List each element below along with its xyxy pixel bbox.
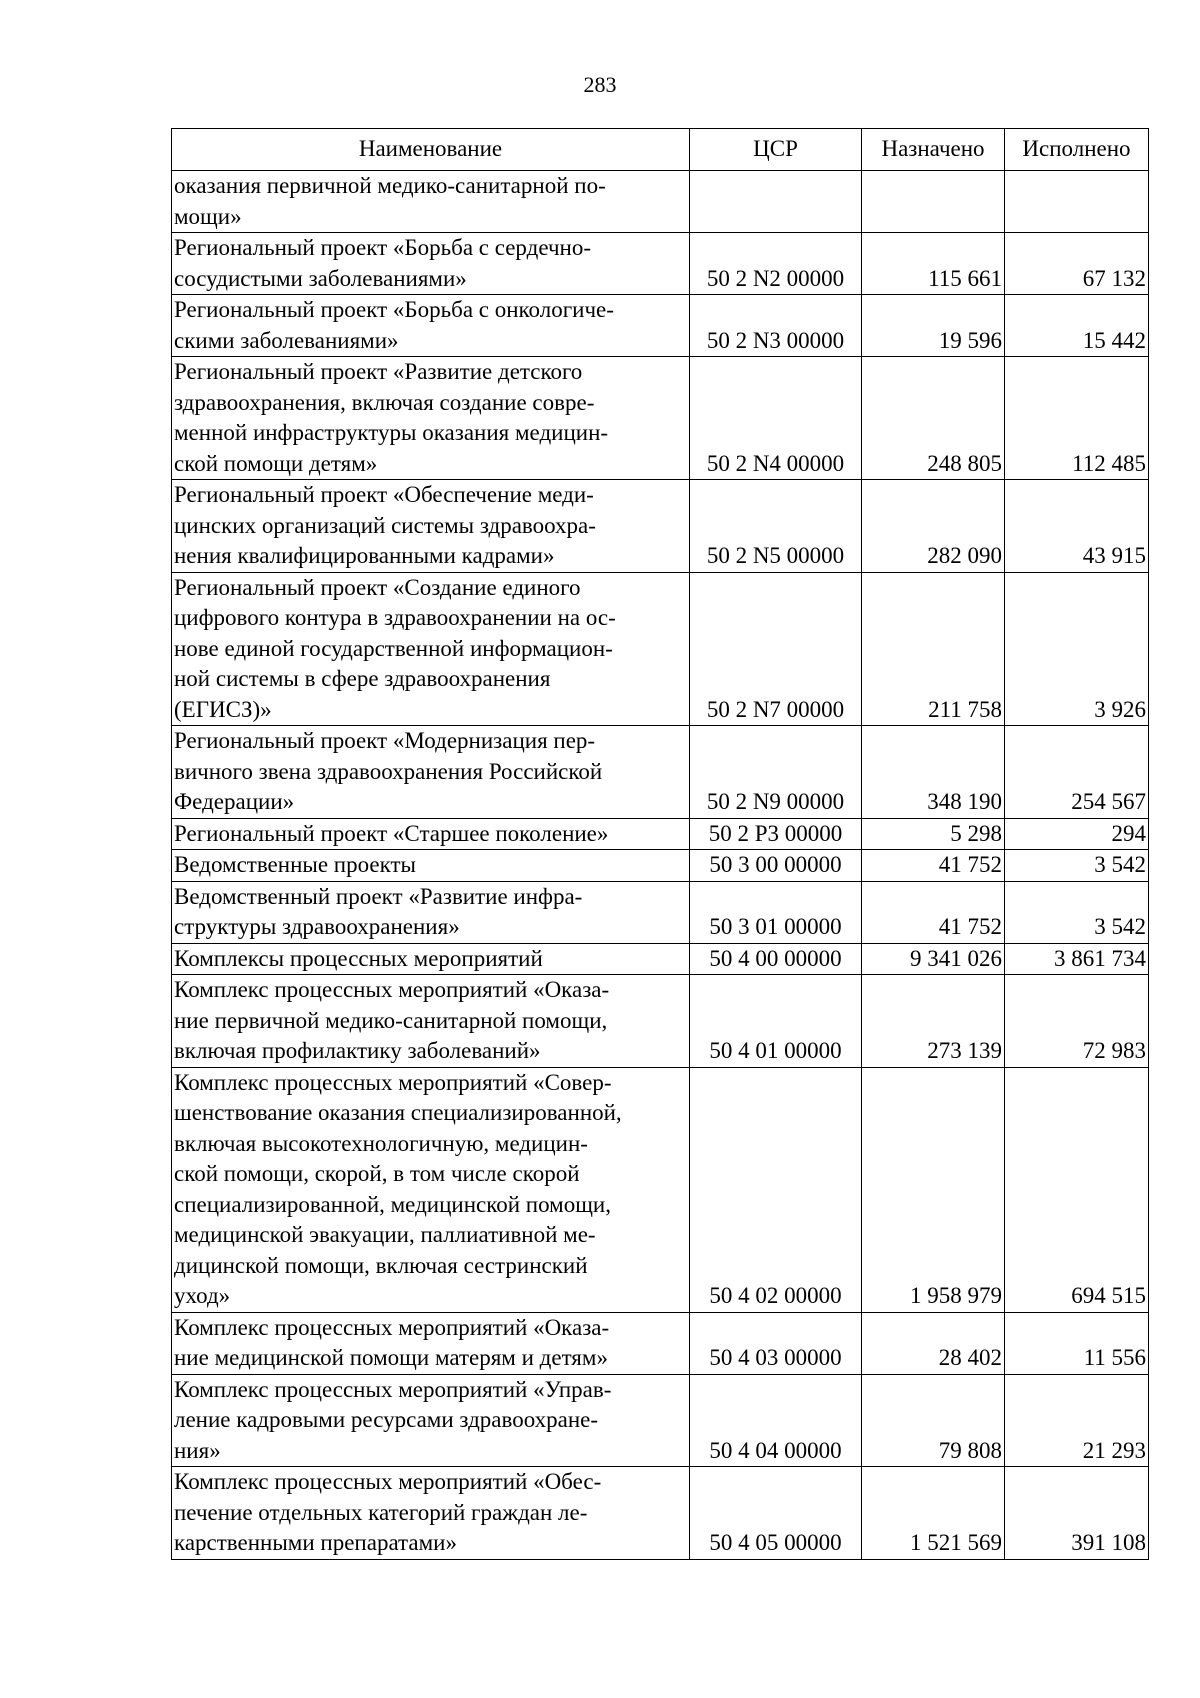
row-csr-cell: 50 4 04 00000 [690,1374,862,1467]
table-row [172,233,1149,295]
row-planned-cell: 41 752 [862,850,1005,882]
row-name-line: Комплекс процессных мероприятий «Обес- [174,1469,602,1494]
row-name-cell [172,572,690,726]
row-executed-cell: 391 108 [1005,1467,1149,1560]
row-planned-cell: 248 805 [862,357,1005,480]
row-name-cell [172,233,690,295]
row-name-line: Ведомственные проекты [174,852,416,877]
row-csr-cell: 50 4 00 00000 [690,943,862,975]
row-csr-cell: 50 2 N4 00000 [690,357,862,480]
row-csr-cell: 50 2 N9 00000 [690,726,862,819]
row-name-line: ние медицинской помощи матерям и детям» [174,1345,608,1370]
row-name-line: здравоохранения, включая создание совре- [174,389,595,415]
table-row [172,295,1149,357]
row-name-line: ния» [174,1437,221,1463]
row-name-line: карственными препаратами» [174,1530,457,1555]
row-name-line: уход» [174,1283,231,1308]
row-name-cell [172,975,690,1068]
row-name-line: Федерации» [174,789,295,814]
row-planned-cell: 9 341 026 [862,943,1005,975]
row-csr-cell: 50 2 N7 00000 [690,572,862,726]
table-row [172,572,1149,726]
header-csr: ЦСР [690,129,862,171]
row-name-line: включая высокотехнологичную, медицин- [174,1130,588,1156]
row-csr-cell: 50 2 N2 00000 [690,233,862,295]
row-name-line: вичного звена здравоохранения Российской [174,758,603,784]
row-csr-cell: 50 4 02 00000 [690,1067,862,1312]
row-executed-cell: 254 567 [1005,726,1149,819]
table-row [172,171,1149,233]
row-name-line: структуры здравоохранения» [174,914,460,939]
row-name-cell [172,1467,690,1560]
row-name-line: специализированной, медицинской помощи, [174,1191,611,1217]
row-executed-cell: 15 442 [1005,295,1149,357]
row-name-cell [172,850,690,882]
row-executed-cell: 72 983 [1005,975,1149,1068]
header-planned: Назначено [862,129,1005,171]
row-name-cell [172,726,690,819]
row-name-line: ние первичной медико-санитарной помощи, [174,1007,608,1033]
row-planned-cell: 273 139 [862,975,1005,1068]
row-name-line: Региональный проект «Старшее поколение» [174,820,609,846]
table-row [172,357,1149,480]
row-name-cell [172,818,690,850]
table-row [172,1067,1149,1312]
row-name-line: Комплексы процессных мероприятий [174,945,543,971]
row-name-line: ской помощи детям» [174,450,378,476]
row-name-line: ной системы в сфере здравоохранения [174,666,551,691]
row-name-line: Региональный проект «Борьба с сердечно- [174,235,591,260]
row-executed-cell: 3 861 734 [1005,943,1149,975]
row-name-line: Комплекс процессных мероприятий «Оказа- [174,1314,610,1340]
row-name-cell [172,1374,690,1467]
row-executed-cell: 3 542 [1005,881,1149,943]
row-name-cell [172,171,690,233]
row-executed-cell: 694 515 [1005,1067,1149,1312]
row-csr-cell: 50 4 01 00000 [690,975,862,1068]
row-name-line: печение отдельных категорий граждан ле- [174,1499,588,1525]
table-header [172,129,1149,171]
table-row [172,881,1149,943]
row-name-line: цинских организаций системы здравоохра- [174,512,596,538]
row-name-line: менной инфраструктуры оказания медицин- [174,420,609,445]
row-planned-cell: 28 402 [862,1312,1005,1374]
row-executed-cell [1005,171,1149,233]
row-name-line: Региональный проект «Развитие детского [174,359,583,384]
row-executed-cell: 67 132 [1005,233,1149,295]
row-csr-cell: 50 2 N3 00000 [690,295,862,357]
row-name-line: сосудистыми заболеваниями» [174,265,467,291]
row-name-cell [172,881,690,943]
row-name-line: дицинской помощи, включая сестринский [174,1252,588,1278]
table-body [172,171,1149,1560]
row-planned-cell: 5 298 [862,818,1005,850]
header-row [172,129,1149,171]
row-name-line: скими заболеваниями» [174,327,399,353]
row-planned-cell: 348 190 [862,726,1005,819]
row-csr-cell: 50 2 P3 00000 [690,818,862,850]
row-name-line: Региональный проект «Обеспечение меди- [174,482,594,507]
row-name-line: Комплекс процессных мероприятий «Оказа- [174,977,610,1002]
row-name-cell [172,1312,690,1374]
row-name-line: нения квалифицированными кадрами» [174,543,555,568]
table-row [172,818,1149,850]
table-row [172,850,1149,882]
row-name-line: (ЕГИСЗ)» [174,696,272,722]
table-row [172,1467,1149,1560]
row-csr-cell: 50 4 05 00000 [690,1467,862,1560]
row-name-cell [172,357,690,480]
table-row [172,480,1149,573]
row-name-line: включая профилактику заболеваний» [174,1038,541,1063]
table-row [172,975,1149,1068]
row-executed-cell: 3 542 [1005,850,1149,882]
row-planned-cell [862,171,1005,233]
row-name-line: Комплекс процессных мероприятий «Управ- [174,1376,612,1402]
row-csr-cell: 50 4 03 00000 [690,1312,862,1374]
row-name-line: Региональный проект «Создание единого [174,574,581,600]
row-name-line: ление кадровыми ресурсами здравоохране- [174,1407,599,1432]
row-planned-cell: 1 958 979 [862,1067,1005,1312]
row-name-line: нове единой государственной информацион- [174,635,613,661]
row-name-line: Ведомственный проект «Развитие инфра- [174,883,583,909]
page-number: 283 [583,72,617,97]
table-row [172,1312,1149,1374]
table-row [172,943,1149,975]
row-planned-cell: 211 758 [862,572,1005,726]
row-name-cell [172,480,690,573]
row-name-cell [172,1067,690,1312]
row-name-line: оказания первичной медико-санитарной по- [174,173,606,198]
row-executed-cell: 3 926 [1005,572,1149,726]
row-executed-cell: 21 293 [1005,1374,1149,1467]
header-name: Наименование [172,129,690,171]
row-name-line: медицинской эвакуации, паллиативной ме- [174,1222,596,1247]
table-row [172,1374,1149,1467]
row-csr-cell [690,171,862,233]
row-name-line: цифрового контура в здравоохранении на ос- [174,605,616,630]
row-name-line: мощи» [174,203,242,229]
row-executed-cell: 294 [1005,818,1149,850]
row-csr-cell: 50 3 00 00000 [690,850,862,882]
row-name-line: Региональный проект «Модернизация пер- [174,728,596,753]
row-name-line: Региональный проект «Борьба с онкологиче- [174,297,614,322]
row-planned-cell: 282 090 [862,480,1005,573]
row-name-cell [172,295,690,357]
row-name-line: шенствование оказания специализированной, [174,1100,622,1125]
row-planned-cell: 1 521 569 [862,1467,1005,1560]
header-executed: Исполнено [1005,129,1149,171]
row-csr-cell: 50 2 N5 00000 [690,480,862,573]
row-executed-cell: 112 485 [1005,357,1149,480]
budget-table [171,128,1149,1560]
row-name-cell [172,943,690,975]
row-name-line: ской помощи, скорой, в том числе скорой [174,1161,580,1186]
row-planned-cell: 115 661 [862,233,1005,295]
row-executed-cell: 43 915 [1005,480,1149,573]
row-executed-cell: 11 556 [1005,1312,1149,1374]
row-csr-cell: 50 3 01 00000 [690,881,862,943]
row-planned-cell: 79 808 [862,1374,1005,1467]
row-planned-cell: 19 596 [862,295,1005,357]
row-name-line: Комплекс процессных мероприятий «Совер- [174,1069,612,1095]
row-planned-cell: 41 752 [862,881,1005,943]
table-row [172,726,1149,819]
